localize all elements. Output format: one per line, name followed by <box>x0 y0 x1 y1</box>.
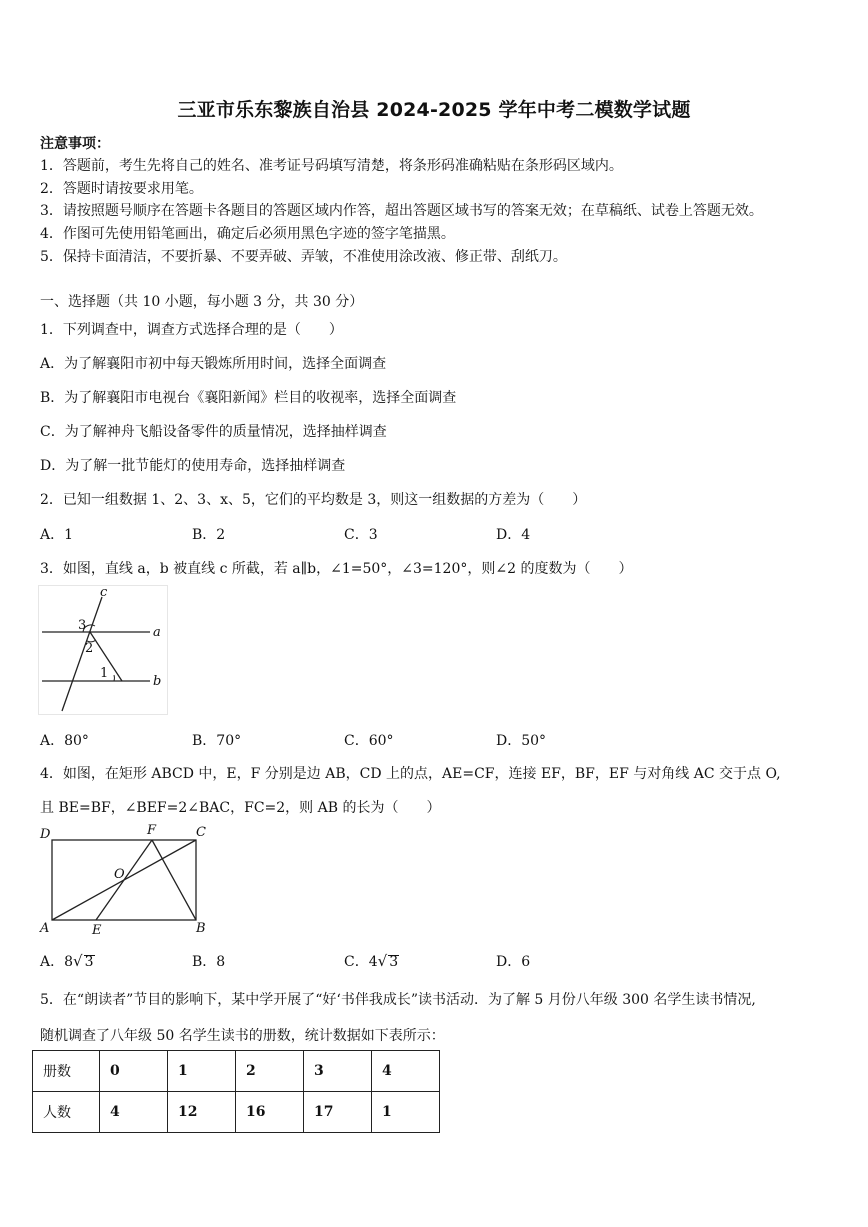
label-d: D <box>40 827 51 842</box>
label-b: b <box>153 674 162 689</box>
notice-item: 1．答题前，考生先将自己的姓名、准考证号码填写清楚，将条形码准确粘贴在条形码区域内。 <box>40 158 623 174</box>
books-read-table <box>32 1050 440 1133</box>
table-row-header: 人数 <box>33 1092 100 1133</box>
table-cell: 4 <box>100 1092 168 1133</box>
question-1-stem: 1．下列调查中，调查方式选择合理的是（ ） <box>40 322 343 338</box>
notice-item: 4．作图可先使用铅笔画出，确定后必须用黑色字迹的签字笔描黑。 <box>40 226 455 242</box>
label-b: B <box>196 921 206 936</box>
section-heading: 一、选择题（共 10 小题，每小题 3 分，共 30 分） <box>40 294 364 310</box>
question-3-option-c: C．60° <box>344 733 394 749</box>
label-angle-3: 3 <box>78 618 87 633</box>
notice-item: 2．答题时请按要求用笔。 <box>40 181 203 197</box>
question-4-option-a: A．8√ 3 <box>40 952 94 970</box>
question-4-option-c: C．4√ 3 <box>344 952 399 970</box>
question-1-option-a: A．为了解襄阳市初中每天锻炼所用时间，选择全面调查 <box>40 356 387 372</box>
question-1-option-b: B．为了解襄阳市电视台《襄阳新闻》栏目的收视率，选择全面调查 <box>40 390 457 406</box>
table-row <box>33 1051 440 1092</box>
label-angle-2: 2 <box>85 641 94 656</box>
label-angle-1: 1 <box>100 666 109 681</box>
question-3-option-d: D．50° <box>496 733 547 749</box>
question-5-stem-line-2: 随机调查了八年级 50 名学生读书的册数，统计数据如下表所示： <box>40 1028 445 1044</box>
radicand: 3 <box>84 954 94 970</box>
notice-item: 3．请按照题号顺序在答题卡各题目的答题区域内作答，超出答题区域书写的答案无效；在草稿纸、试卷上答题无效。 <box>40 203 763 219</box>
label-c: c <box>100 585 108 600</box>
table-cell: 0 <box>100 1051 168 1092</box>
exam-title: 三亚市乐东黎族自治县 2024-2025 学年中考二模数学试题 <box>177 99 691 121</box>
question-4-stem-line-1: 4．如图，在矩形 ABCD 中，E，F 分别是边 AB，CD 上的点，AE=CF，连接 EF，BF，EF 与对角线 AC 交于点 O, <box>40 766 781 782</box>
label-c: C <box>196 825 206 840</box>
rectangle-figure <box>34 820 214 940</box>
table-cell: 17 <box>304 1092 372 1133</box>
question-3-stem: 3．如图，直线 a，b 被直线 c 所截，若 a∥b，∠1=50°，∠3=120°，则∠2 的度数为（ ） <box>40 561 633 577</box>
question-2-stem: 2．已知一组数据 1、2、3、x、5，它们的平均数是 3，则这一组数据的方差为（ ） <box>40 492 587 508</box>
question-3-option-b: B．70° <box>192 733 242 749</box>
radicand: 3 <box>389 954 399 970</box>
label-o: O <box>114 867 125 882</box>
line-c <box>62 597 102 711</box>
question-4-stem-line-2: 且 BE=BF，∠BEF=2∠BAC，FC=2，则 AB 的长为（ ） <box>40 800 441 816</box>
table-cell: 3 <box>304 1051 372 1092</box>
question-1-option-c: C．为了解神舟飞船设备零件的质量情况，选择抽样调查 <box>40 424 387 440</box>
question-2-option-a: A．1 <box>40 527 74 543</box>
table-cell: 2 <box>236 1051 304 1092</box>
table-cell: 16 <box>236 1092 304 1133</box>
table-cell: 1 <box>168 1051 236 1092</box>
label-e: E <box>92 923 102 938</box>
label-a: a <box>153 625 161 640</box>
table-cell: 4 <box>372 1051 440 1092</box>
question-1-option-d: D．为了解一批节能灯的使用寿命，选择抽样调查 <box>40 458 346 474</box>
parallel-lines-figure <box>38 585 168 715</box>
question-2-option-b: B．2 <box>192 527 226 543</box>
table-row <box>33 1092 440 1133</box>
question-3-option-a: A．80° <box>40 733 89 749</box>
notice-heading: 注意事项： <box>40 136 110 152</box>
table-cell: 1 <box>372 1092 440 1133</box>
question-4-option-d: D．6 <box>496 954 531 970</box>
table-cell: 12 <box>168 1092 236 1133</box>
label-a: A <box>40 921 50 936</box>
question-4-option-b: B．8 <box>192 954 226 970</box>
question-2-option-d: D．4 <box>496 527 531 543</box>
label-f: F <box>147 823 157 838</box>
table-row-header: 册数 <box>33 1051 100 1092</box>
question-5-stem-line-1: 5．在“朗读者”节目的影响下，某中学开展了“好‘书伴我成长”读书活动．为了解 5 月份八年级 300 名学生读书情况, <box>40 992 756 1008</box>
notice-item: 5．保持卡面清洁，不要折暴、不要弄破、弄皱，不准使用涂改液、修正带、刮纸刀。 <box>40 249 567 265</box>
question-2-option-c: C．3 <box>344 527 378 543</box>
